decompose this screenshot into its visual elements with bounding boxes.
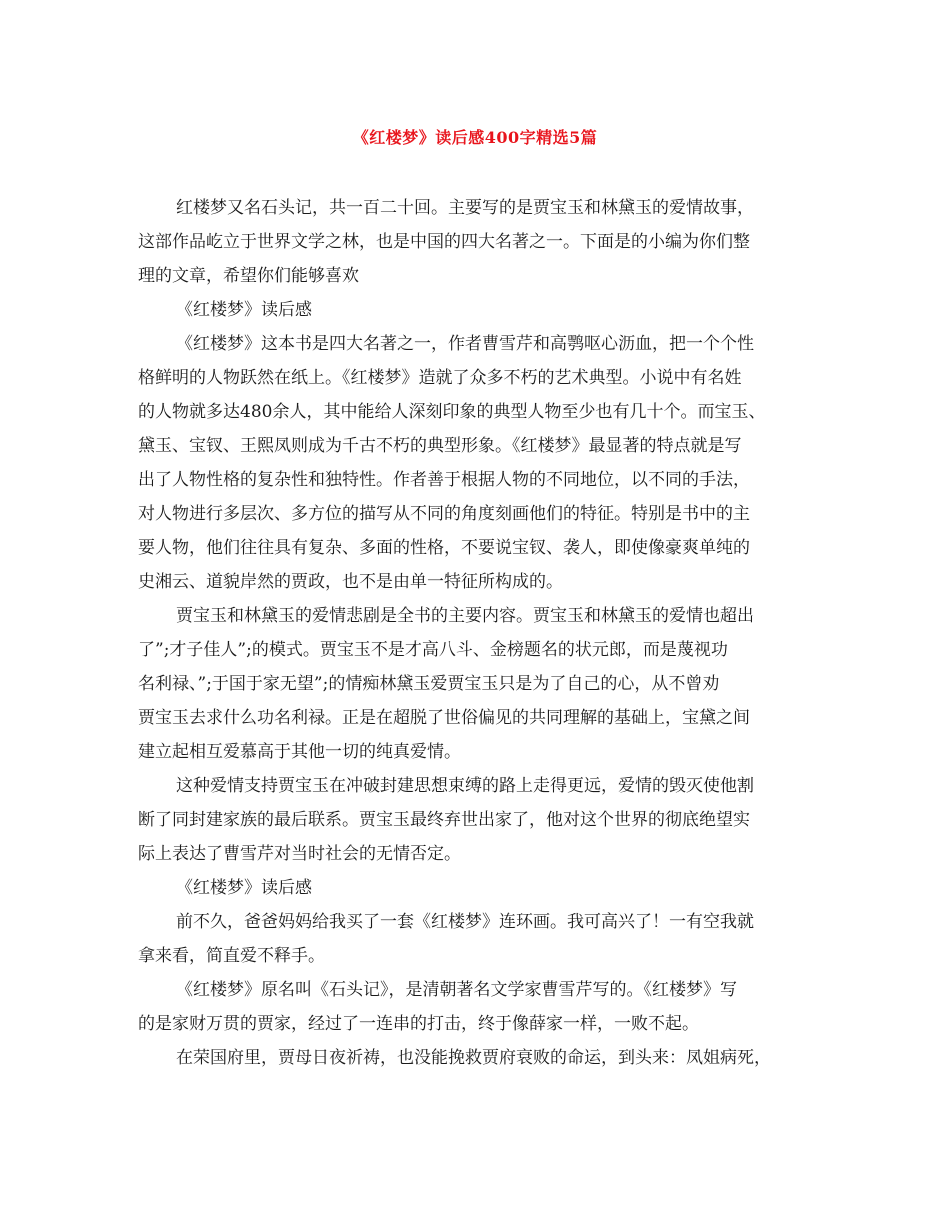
text-line: 拿来看，简直爱不释手。	[138, 946, 325, 966]
text-line: 《红楼梦》原名叫《石头记》，是清朝著名文学家曹雪芹写的。《红楼梦》写	[176, 980, 737, 1000]
text-line: 这部作品屹立于世界文学之林，也是中国的四大名著之一。下面是的小编为你们整	[138, 232, 750, 252]
text-line: 建立起相互爱慕高于其他一切的纯真爱情。	[138, 742, 461, 762]
text-line: 出了人物性格的复杂性和独特性。作者善于根据人物的不同地位，以不同的手法，	[138, 470, 750, 490]
text-line: 《红楼梦》这本书是四大名著之一，作者曹雪芹和高鹗呕心沥血，把一个个性	[176, 334, 754, 354]
text-line: 前不久，爸爸妈妈给我买了一套《红楼梦》连环画。我可高兴了！一有空我就	[176, 912, 754, 932]
text-line: 《红楼梦》读后感	[176, 878, 312, 898]
text-line: 这种爱情支持贾宝玉在冲破封建思想束缚的路上走得更远，爱情的毁灭使他割	[176, 776, 754, 796]
text-line: 名利禄、”;于国于家无望”;的情痴林黛玉爱贾宝玉只是为了自己的心，从不曾劝	[138, 674, 720, 694]
text-line: 在荣国府里，贾母日夜祈祷，也没能挽救贾府衰败的命运，到头来：凤姐病死，	[176, 1048, 771, 1068]
text-line: 格鲜明的人物跃然在纸上。《红楼梦》造就了众多不朽的艺术典型。小说中有名姓	[138, 368, 742, 388]
text-line: 《红楼梦》读后感	[176, 300, 312, 320]
page-title: 《红楼梦》读后感400字精选5篇	[352, 128, 598, 147]
text-line: 断了同封建家族的最后联系。贾宝玉最终弃世出家了，他对这个世界的彻底绝望实	[138, 810, 750, 830]
text-line: 贾宝玉去求什么功名利禄。正是在超脱了世俗偏见的共同理解的基础上，宝黛之间	[138, 708, 750, 728]
text-line: 理的文章，希望你们能够喜欢	[138, 266, 359, 286]
text-line: 贾宝玉和林黛玉的爱情悲剧是全书的主要内容。贾宝玉和林黛玉的爱情也超出	[176, 606, 754, 626]
text-line: 际上表达了曹雪芹对当时社会的无情否定。	[138, 844, 461, 864]
text-line: 红楼梦又名石头记，共一百二十回。主要写的是贾宝玉和林黛玉的爱情故事，	[176, 198, 754, 218]
text-line: 了”;才子佳人”;的模式。贾宝玉不是才高八斗、金榜题名的状元郎，而是蔑视功	[138, 640, 728, 660]
text-line: 对人物进行多层次、多方位的描写从不同的角度刻画他们的特征。特别是书中的主	[138, 504, 750, 524]
document-body	[138, 191, 814, 1075]
text-line: 的是家财万贯的贾家，经过了一连串的打击，终于像薛家一样，一败不起。	[138, 1014, 699, 1034]
text-line: 的人物就多达480余人，其中能给人深刻印象的典型人物至少也有几十个。而宝玉、	[138, 402, 766, 422]
text-line: 史湘云、道貌岸然的贾政，也不是由单一特征所构成的。	[138, 572, 563, 592]
text-line: 要人物，他们往往具有复杂、多面的性格，不要说宝钗、袭人，即使像豪爽单纯的	[138, 538, 750, 558]
text-line: 黛玉、宝钗、王熙凤则成为千古不朽的典型形象。《红楼梦》最显著的特点就是写	[138, 436, 742, 456]
